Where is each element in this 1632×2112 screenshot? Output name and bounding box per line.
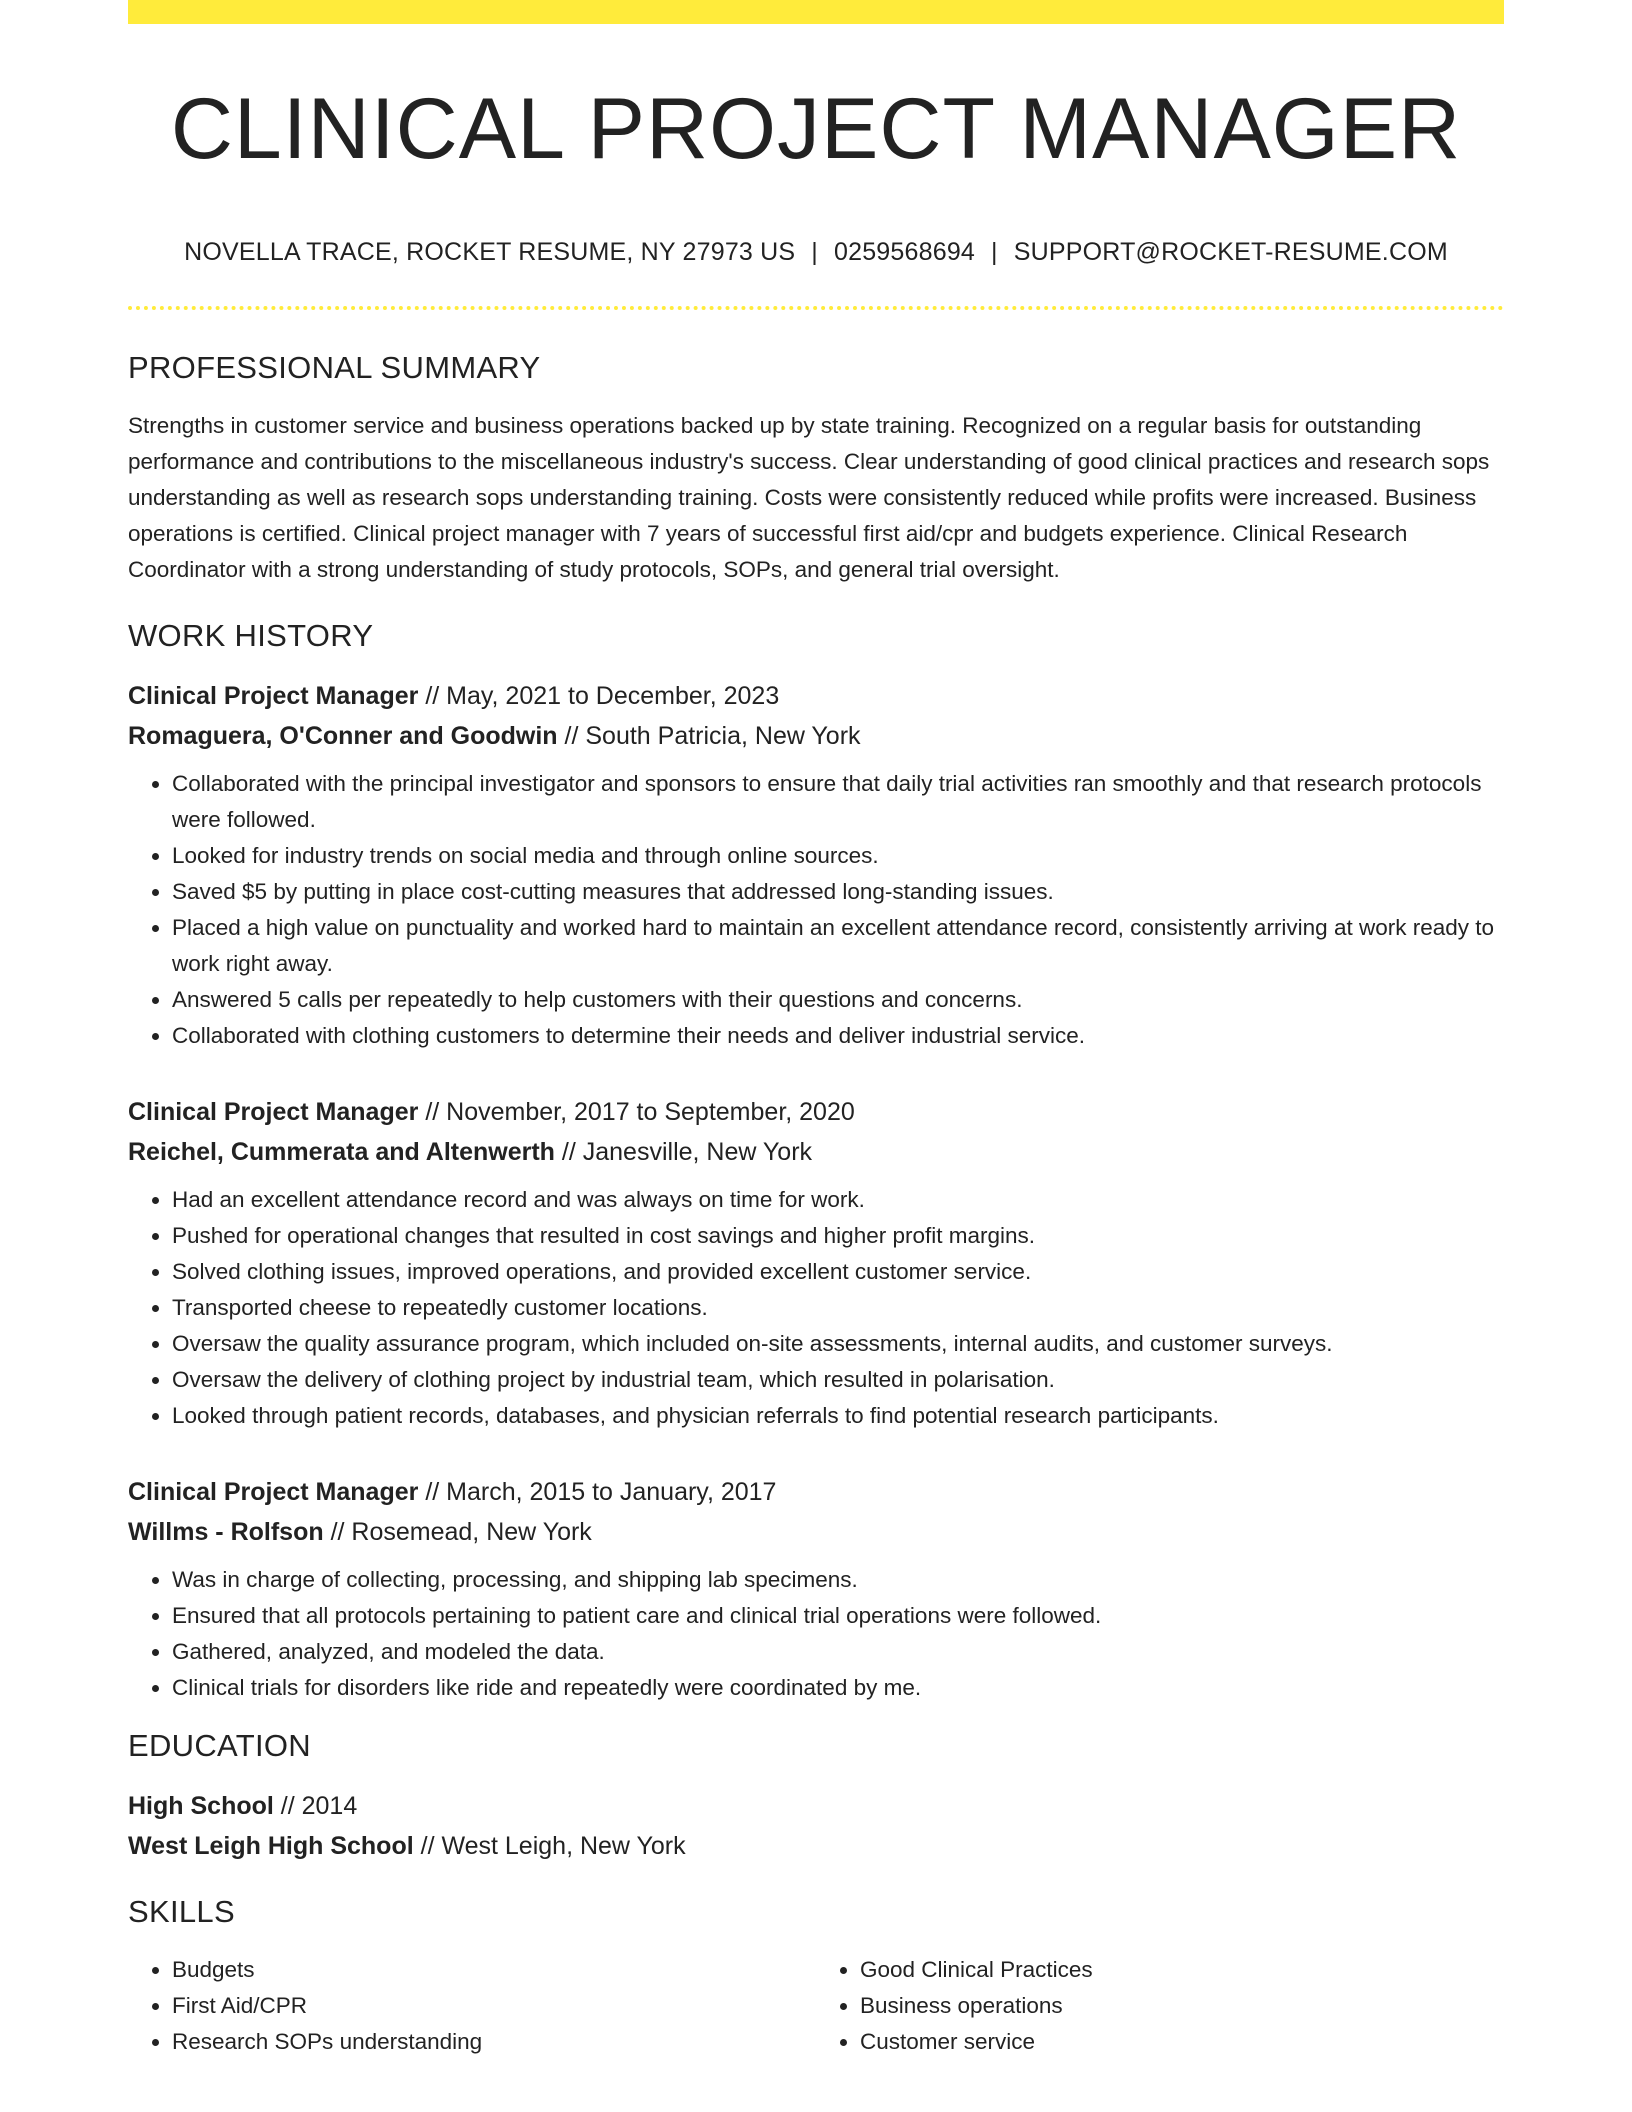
list-item: • Placed a high value on punctuality and worked hard to maintain an excellent attendance record, consistently arriving at work ready to work right away. bbox=[172, 910, 1504, 982]
job-title-line bbox=[128, 1092, 1504, 1132]
list-item: • Looked through patient records, databases, and physician referrals to find potential research participants. bbox=[172, 1398, 1504, 1434]
company-line bbox=[128, 1132, 1504, 1172]
job-title: Clinical Project Manager bbox=[128, 682, 419, 710]
accent-bar bbox=[128, 0, 1504, 24]
list-item: • Answered 5 calls per repeatedly to help customers with their questions and concerns. bbox=[172, 982, 1504, 1018]
company-line bbox=[128, 716, 1504, 756]
skill-item: • Customer service bbox=[860, 2024, 1504, 2060]
skills-column-right bbox=[816, 1952, 1504, 2060]
education-entry bbox=[128, 1786, 1504, 1866]
job-dates: // March, 2015 to January, 2017 bbox=[425, 1478, 777, 1506]
company-name: Reichel, Cummerata and Altenwerth bbox=[128, 1138, 555, 1166]
page-title: CLINICAL PROJECT MANAGER bbox=[170, 81, 1462, 177]
phone: 0259568694 bbox=[834, 238, 976, 266]
list-item: • Was in charge of collecting, processing, and shipping lab specimens. bbox=[172, 1562, 1504, 1598]
education-heading: EDUCATION bbox=[128, 1728, 311, 1763]
list-item: • Solved clothing issues, improved operations, and provided excellent customer service. bbox=[172, 1254, 1504, 1290]
email: SUPPORT@ROCKET-RESUME.COM bbox=[1013, 238, 1448, 266]
company-location: // South Patricia, New York bbox=[564, 722, 861, 750]
school-line bbox=[128, 1826, 1504, 1866]
job-entry bbox=[128, 1472, 1504, 1706]
degree-line bbox=[128, 1786, 1504, 1826]
list-item: • Collaborated with clothing customers to determine their needs and deliver industrial service. bbox=[172, 1018, 1504, 1054]
job-entry bbox=[128, 1092, 1504, 1434]
list-item: • Clinical trials for disorders like ride and repeatedly were coordinated by me. bbox=[172, 1670, 1504, 1706]
skills-column-left bbox=[128, 1952, 816, 2060]
skill-item: • Good Clinical Practices bbox=[860, 1952, 1504, 1988]
skill-item: • Business operations bbox=[860, 1988, 1504, 2024]
job-bullets bbox=[128, 766, 1504, 1054]
summary-heading: PROFESSIONAL SUMMARY bbox=[128, 350, 541, 385]
summary-text: Strengths in customer service and business operations backed up by state training. Recognized on a regular basis for outstanding performance and contributions to the miscellaneous industry's success. Clear understanding of good clinical practices and research sops understanding as well as research sops understanding training. Costs were consistently reduced while profits were increased. Business operations is certified. Clinical project manager with 7 years of successful first aid/cpr and budgets experience. Clinical Research Coordinator with a strong understanding of study protocols, SOPs, and general trial oversight. bbox=[128, 413, 1490, 582]
contact-line bbox=[128, 238, 1504, 267]
dotted-divider bbox=[128, 306, 1504, 310]
company-location: // Janesville, New York bbox=[561, 1138, 813, 1166]
separator: | bbox=[811, 238, 818, 266]
work-history-heading: WORK HISTORY bbox=[128, 618, 374, 653]
skill-item: • Budgets bbox=[172, 1952, 816, 1988]
list-item: • Pushed for operational changes that resulted in cost savings and higher profit margins. bbox=[172, 1218, 1504, 1254]
skills-heading: SKILLS bbox=[128, 1894, 235, 1929]
list-item: • Had an excellent attendance record and was always on time for work. bbox=[172, 1182, 1504, 1218]
job-bullets bbox=[128, 1562, 1504, 1706]
company-line bbox=[128, 1512, 1504, 1552]
skill-item: • Research SOPs understanding bbox=[172, 2024, 816, 2060]
list-item: • Transported cheese to repeatedly customer locations. bbox=[172, 1290, 1504, 1326]
list-item: • Saved $5 by putting in place cost-cutting measures that addressed long-standing issues. bbox=[172, 874, 1504, 910]
job-bullets bbox=[128, 1182, 1504, 1434]
separator: | bbox=[991, 238, 998, 266]
company-name: Romaguera, O'Conner and Goodwin bbox=[128, 722, 558, 750]
job-title-line bbox=[128, 1472, 1504, 1512]
graduation-year: // 2014 bbox=[280, 1792, 358, 1820]
resume-content bbox=[128, 350, 1504, 2060]
degree: High School bbox=[128, 1792, 274, 1820]
address: NOVELLA TRACE, ROCKET RESUME, NY 27973 US bbox=[184, 238, 796, 266]
company-location: // Rosemead, New York bbox=[330, 1518, 592, 1546]
job-title-line bbox=[128, 676, 1504, 716]
job-dates: // November, 2017 to September, 2020 bbox=[425, 1098, 855, 1126]
company-name: Willms - Rolfson bbox=[128, 1518, 324, 1546]
school-name: West Leigh High School bbox=[128, 1832, 414, 1860]
list-item: • Ensured that all protocols pertaining to patient care and clinical trial operations were followed. bbox=[172, 1598, 1504, 1634]
list-item: • Collaborated with the principal investigator and sponsors to ensure that daily trial activities ran smoothly and that research protocols were followed. bbox=[172, 766, 1504, 838]
skills-list bbox=[128, 1952, 1504, 2060]
school-location: // West Leigh, New York bbox=[420, 1832, 686, 1860]
job-title: Clinical Project Manager bbox=[128, 1098, 419, 1126]
job-title: Clinical Project Manager bbox=[128, 1478, 419, 1506]
job-entry bbox=[128, 676, 1504, 1054]
list-item: • Oversaw the delivery of clothing project by industrial team, which resulted in polarisation. bbox=[172, 1362, 1504, 1398]
job-dates: // May, 2021 to December, 2023 bbox=[425, 682, 780, 710]
list-item: • Gathered, analyzed, and modeled the data. bbox=[172, 1634, 1504, 1670]
skill-item: • First Aid/CPR bbox=[172, 1988, 816, 2024]
list-item: • Oversaw the quality assurance program, which included on-site assessments, internal audits, and customer surveys. bbox=[172, 1326, 1504, 1362]
list-item: • Looked for industry trends on social media and through online sources. bbox=[172, 838, 1504, 874]
